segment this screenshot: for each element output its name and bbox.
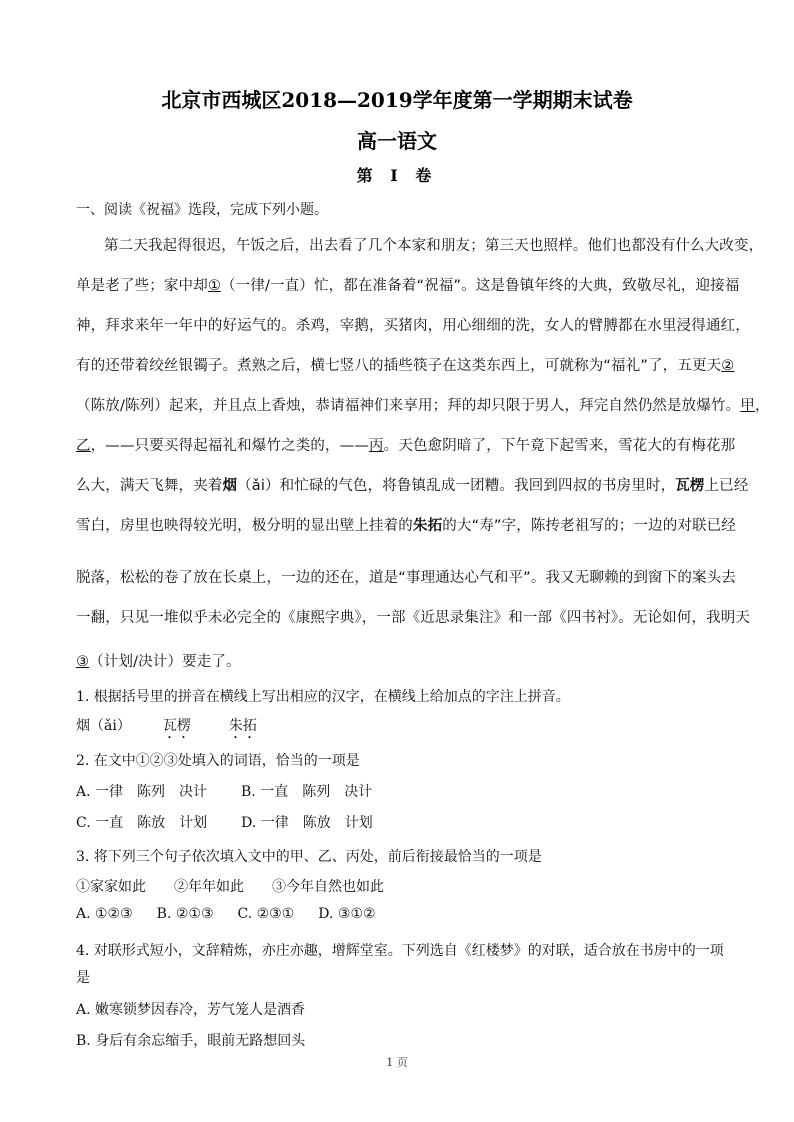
passage-line-6 [76,434,736,455]
blank-marker-3: ③ [76,654,90,670]
blank-marker-1: ① [207,278,222,294]
question-2-options-row-1 [76,781,398,801]
q1-item-waleng: 瓦楞 [162,718,191,734]
blank-marker-jia: 甲 [740,398,755,414]
q1-item-ai: 烟（ǎi） [76,718,131,734]
passage-text: 有的还带着绞丝银镯子。煮熟之后，横七竖八的插些筷子在这类东西上，可就称为“福礼”了，五更天 [76,358,722,374]
q3-option-c: C. ②③① [237,906,295,922]
passage-text: 的大“寿”字，陈抟老祖写的；一边的对联已经 [442,518,736,534]
q1-item-zhuta: 朱拓 [228,718,257,734]
passage-line-9: 脱落，松松的卷了放在长桌上，一边的还在，道是“事理通达心气和平”。我又无聊赖的到窗下的案头去 [76,570,736,586]
passage-text: （计划/决计）要走了。 [89,654,241,670]
q2-option-b: B. 一直 陈列 决计 [241,784,373,800]
passage-text: 单是老了些；家中却 [76,278,208,294]
word-zhuta: 朱拓 [412,518,443,534]
passage-text: 雪白，房里也映得较光明，极分明的显出壁上挂着的 [76,518,413,534]
q3-sentence-3: ③今年自然也如此 [272,879,384,895]
passage-line-11 [76,650,722,671]
q2-option-d: D. 一律 陈放 计划 [241,815,373,831]
passage-text: 。天色愈阴暗了，下午竟下起雪来，雪花大的有梅花那 [383,438,736,454]
section-heading: 第 Ⅰ 卷 [356,166,438,185]
question-3-sentences [76,876,410,896]
passage-text: 么大，满天飞舞，夹着 [76,478,223,494]
q4-option-a: A. 嫩寒锁梦因春冷，芳气笼人是酒香 [76,1002,306,1018]
exam-title: 北京市西城区2018—2019学年度第一学期期末试卷 [161,88,633,112]
passage-text: （陈放/陈列）起来，并且点上香烛，恭请福神们来享用；拜的却只限于男人，拜完自然仍然是放爆竹。 [76,398,741,414]
question-3-stem: 3. 将下列三个句子依次填入文中的甲、乙、丙处，前后衔接最恰当的一项是 [76,849,542,865]
q3-option-a: A. ①②③ [76,906,133,922]
question-2-options-row-2 [76,812,399,832]
page-number: 1 页 [386,1056,408,1069]
blank-marker-bing: 丙 [369,438,384,454]
question-4-stem-line-2: 是 [76,970,90,986]
passage-text: （一律/一直）忙，都在准备着“祝福”。这是鲁镇年终的大典，致敬尽礼，迎接福 [221,278,740,294]
passage-line-3: 神，拜求来年一年中的好运气的。杀鸡，宰鹅，买猪肉，用心细细的洗，女人的臂膊都在水里浸得通红， [76,318,750,334]
q3-sentence-1: ①家家如此 [76,879,146,895]
word-yan: 烟 [222,478,238,494]
question-2-stem: 2. 在文中①②③处填入的词语，恰当的一项是 [76,753,360,769]
passage-line-10: 一翻，只见一堆似乎未必完全的《康熙字典》，一部《近思录集注》和一部《四书衬》。无论如何，我明天 [76,610,751,626]
q4-option-b: B. 身后有余忘缩手，眼前无路想回头 [76,1033,306,1049]
question-3-options [76,906,402,922]
blank-marker-yi: 乙 [76,438,91,454]
q3-sentence-2: ②年年如此 [174,879,244,895]
q2-option-a: A. 一律 陈列 决计 [76,784,208,800]
passage-text: （ǎi）和忙碌的气色，将鲁镇乱成一团糟。我回到四叔的书房里时， [237,478,676,494]
passage-line-1: 第二天我起得很迟，午饭之后，出去看了几个本家和朋友；第三天也照样。他们也都没有什么大改变， [104,238,764,254]
passage-line-4 [76,354,735,375]
passage-line-7 [76,474,749,495]
question-1-stem: 1. 根据括号里的拼音在横线上写出相应的汉字，在横线上给加点的字注上拼音。 [76,689,570,705]
passage-text: 上已经 [704,478,749,494]
q3-option-b: B. ②①③ [156,906,214,922]
passage-line-5 [76,394,770,415]
exam-subject: 高一语文 [357,129,437,153]
passage-line-8 [76,514,736,535]
passage-line-2 [76,274,740,295]
passage-text: ， [754,398,770,414]
part-instruction: 一、阅读《祝福》选段，完成下列小题。 [76,202,328,218]
word-walength: 瓦楞 [675,478,705,494]
question-4-stem-line-1: 4. 对联形式短小，文辞精炼，亦庄亦趣，增辉堂室。下列选自《红楼梦》的对联，适合放在书房中的一项 [76,943,724,959]
question-1-items [76,715,283,742]
blank-marker-2: ② [721,358,735,374]
passage-text: ，——只要买得起福礼和爆竹之类的，—— [90,438,370,454]
q3-option-d: D. ③①② [318,906,376,922]
q2-option-c: C. 一直 陈放 计划 [76,815,208,831]
